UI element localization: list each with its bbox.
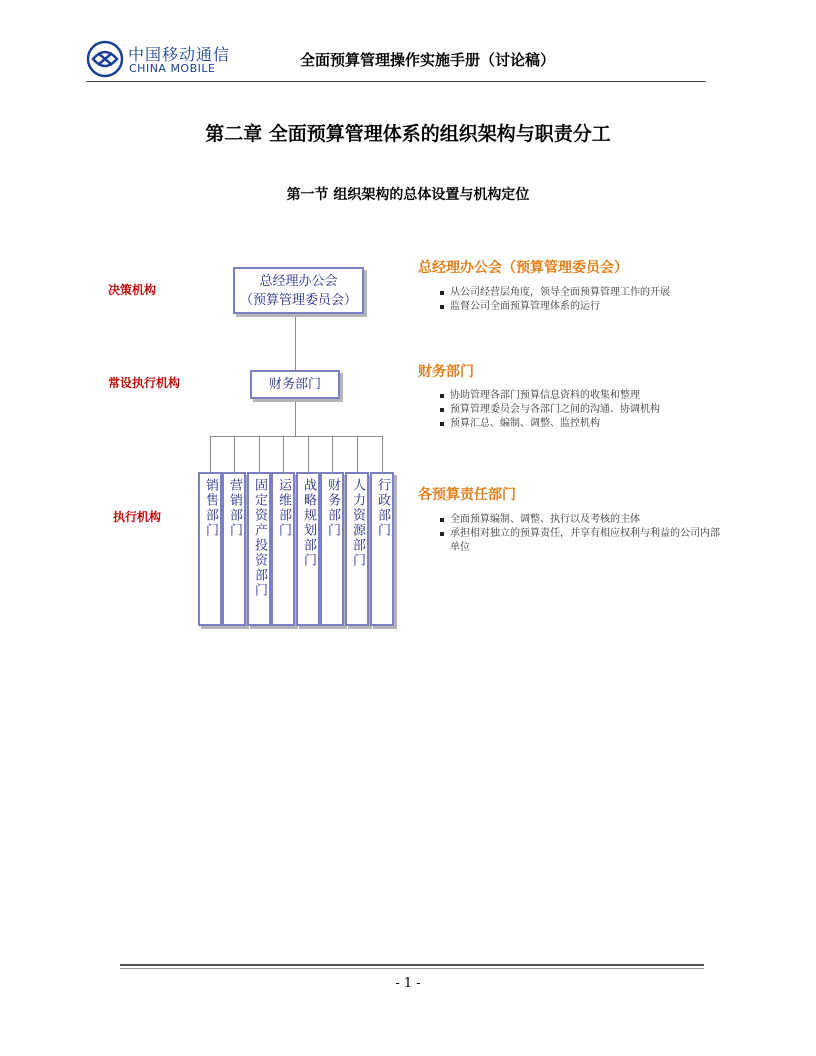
department-label: 运维部门 xyxy=(276,478,291,538)
footer-divider xyxy=(120,964,704,966)
desc-title-responsibility: 各预算责任部门 xyxy=(418,487,516,503)
level-label-execution: 执行机构 xyxy=(113,510,162,524)
footer-divider-thin xyxy=(120,968,704,969)
header-divider xyxy=(86,81,706,82)
connector-drop xyxy=(259,436,260,472)
connector-finance-to-departments xyxy=(295,399,296,436)
connector-top-to-finance xyxy=(295,314,296,370)
desc-item: 协助管理各部门预算信息资料的收集和整理 xyxy=(436,389,736,403)
desc-item: 预算管理委员会与各部门之间的沟通、协调机构 xyxy=(436,403,736,417)
org-box-finance: 财务部门 xyxy=(250,370,340,399)
desc-list-responsibility xyxy=(436,513,726,555)
org-box-department xyxy=(370,472,394,626)
desc-list-finance xyxy=(436,389,736,431)
china-mobile-logo-icon xyxy=(86,40,124,78)
org-box-department xyxy=(320,472,344,626)
org-box-department xyxy=(345,472,369,626)
logo-english-text: CHINA MOBILE xyxy=(129,62,216,75)
section-title: 第一节 组织架构的总体设置与机构定位 xyxy=(286,187,530,203)
org-box-department xyxy=(247,472,271,626)
document-title: 全面预算管理操作实施手册（讨论稿） xyxy=(300,51,556,69)
page-number: - 1 - xyxy=(395,976,421,991)
department-label: 人力资源部门 xyxy=(350,478,365,568)
china-mobile-logo xyxy=(86,40,231,80)
department-label: 行政部门 xyxy=(375,478,390,538)
department-label: 营销部门 xyxy=(227,478,242,538)
desc-item: 承担相对独立的预算责任，并享有相应权利与利益的公司内部单位 xyxy=(436,527,726,555)
desc-list-committee xyxy=(436,286,736,314)
connector-drop xyxy=(283,436,284,472)
desc-title-finance: 财务部门 xyxy=(418,364,474,380)
desc-title-committee: 总经理办公会（预算管理委员会） xyxy=(418,260,628,276)
org-box-department xyxy=(198,472,222,626)
level-label-decision: 决策机构 xyxy=(108,283,157,297)
connector-drop xyxy=(210,436,211,472)
org-box-department xyxy=(271,472,295,626)
connector-drop xyxy=(234,436,235,472)
org-box-top-line2: （预算管理委员会） xyxy=(239,293,357,308)
logo-chinese-text: 中国移动通信 xyxy=(128,45,231,64)
desc-item: 全面预算编制、调整、执行以及考核的主体 xyxy=(436,513,726,527)
connector-drop xyxy=(382,436,383,472)
connector-drop xyxy=(308,436,309,472)
chapter-title: 第二章 全面预算管理体系的组织架构与职责分工 xyxy=(205,123,611,145)
desc-item: 预算汇总、编制、调整、监控机构 xyxy=(436,417,736,431)
connector-drop xyxy=(357,436,358,472)
org-box-department xyxy=(222,472,246,626)
department-label: 战略规划部门 xyxy=(301,478,316,568)
level-label-standing: 常设执行机构 xyxy=(108,376,181,390)
desc-item: 从公司经营层角度，领导全面预算管理工作的开展 xyxy=(436,286,736,300)
desc-item: 监督公司全面预算管理体系的运行 xyxy=(436,300,736,314)
org-box-top-line1: 总经理办公会 xyxy=(259,274,338,289)
department-label: 销售部门 xyxy=(203,478,218,538)
department-label: 财务部门 xyxy=(325,478,340,538)
connector-drop xyxy=(332,436,333,472)
department-label: 固定资产投资部门 xyxy=(252,478,267,598)
org-box-department xyxy=(296,472,320,626)
org-box-general-manager-office xyxy=(233,267,364,314)
